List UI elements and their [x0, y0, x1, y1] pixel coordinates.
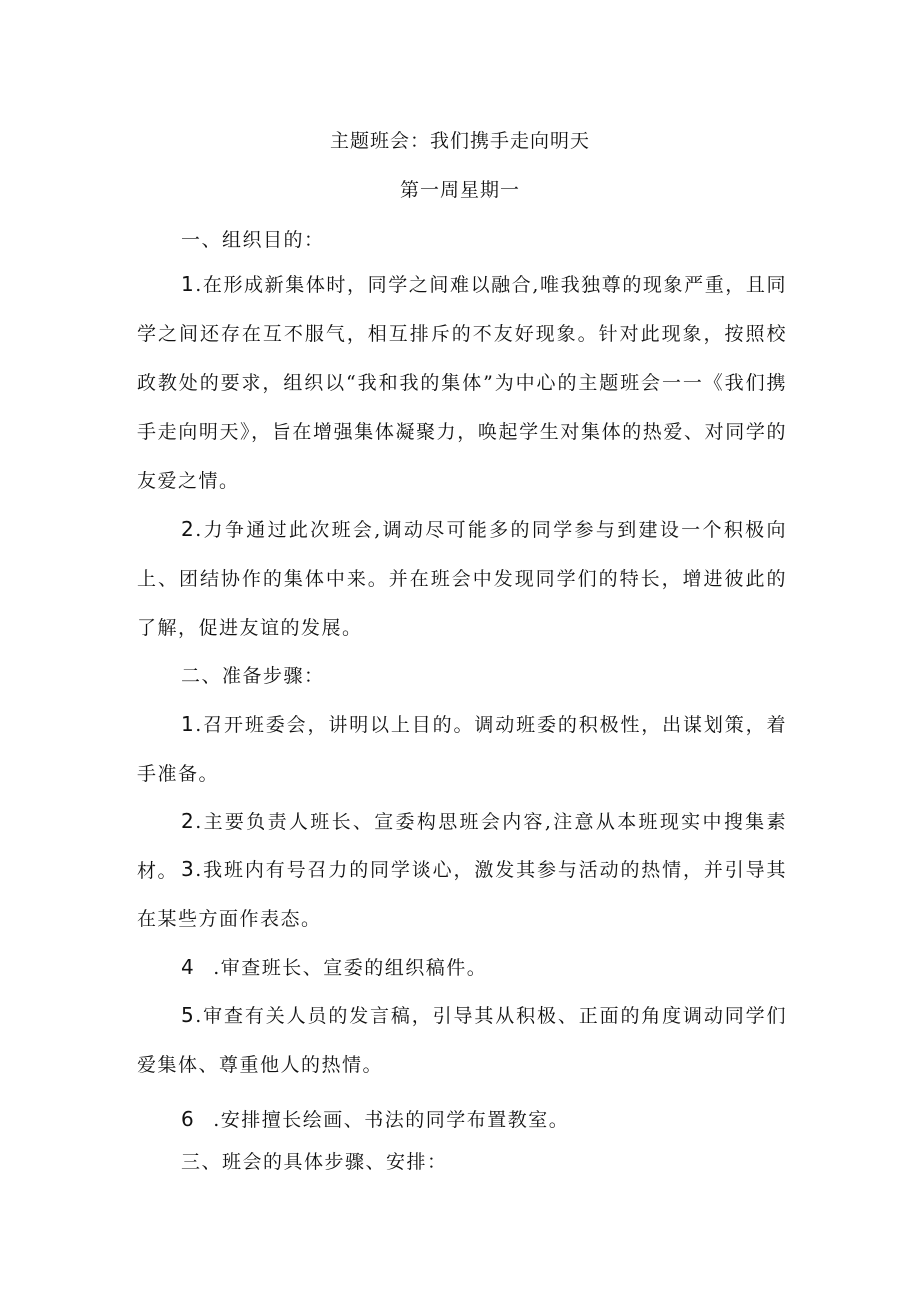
item-text: .安排擅长绘画、书法的同学布置教室。	[213, 1109, 570, 1131]
item-number: 4	[181, 955, 196, 979]
prep-item-4	[137, 943, 787, 993]
item-text: .主要负责人班长、宣委构思班会内容,注意从本班现实中搜集素材。	[137, 811, 787, 882]
purpose-item-2	[137, 505, 787, 653]
prep-item-5	[137, 991, 787, 1090]
document-subtitle: 第一周星期一	[399, 179, 520, 201]
item-text: .审查有关人员的发言稿，引导其从积极、正面的角度调动同学们爱集体、尊重他人的热情。	[137, 1005, 787, 1076]
document-title: 主题班会：我们携手走向明天	[329, 130, 590, 152]
prep-item-1	[137, 700, 787, 799]
item-number: 2	[181, 517, 196, 541]
item-text: .力争通过此次班会,调动尽可能多的同学参与到建设一个积极向上、团结协作的集体中来。并在班会中发现同学们的特长，增进彼此的了解，促进友谊的发展。	[137, 519, 787, 639]
item-text: .召开班委会，讲明以上目的。调动班委的积极性，出谋划策，着手准备。	[137, 714, 787, 785]
item-number: 1	[181, 712, 196, 736]
prep-item-3	[137, 845, 787, 944]
item-number: 6	[181, 1107, 196, 1131]
item-text: .审查班长、宣委的组织稿件。	[213, 957, 488, 979]
section-heading-purpose: 一、组织目的：	[181, 229, 325, 251]
section-heading-preparation: 二、准备步骤：	[181, 665, 325, 687]
purpose-item-1	[137, 260, 787, 506]
item-text: .在形成新集体时，同学之间难以融合,唯我独尊的现象严重，且同学之间还存在互不服气，相互排斥的不友好现象。针对此现象，按照校政教处的要求，组织以“我和我的集体”为中心的主题班会一一《我们携手走向明天》，旨在增强集体凝聚力，唤起学生对集体的热爱、对同学的友爱之情。	[137, 274, 787, 492]
item-text: .我班内有号召力的同学谈心，激发其参与活动的热情，并引导其在某些方面作表态。	[137, 859, 787, 930]
section-heading-steps: 三、班会的具体步骤、安排：	[181, 1151, 448, 1173]
item-number: 2	[181, 809, 196, 833]
item-number: 1	[181, 272, 196, 296]
item-number: 3	[181, 857, 196, 881]
item-number: 5	[181, 1003, 196, 1027]
